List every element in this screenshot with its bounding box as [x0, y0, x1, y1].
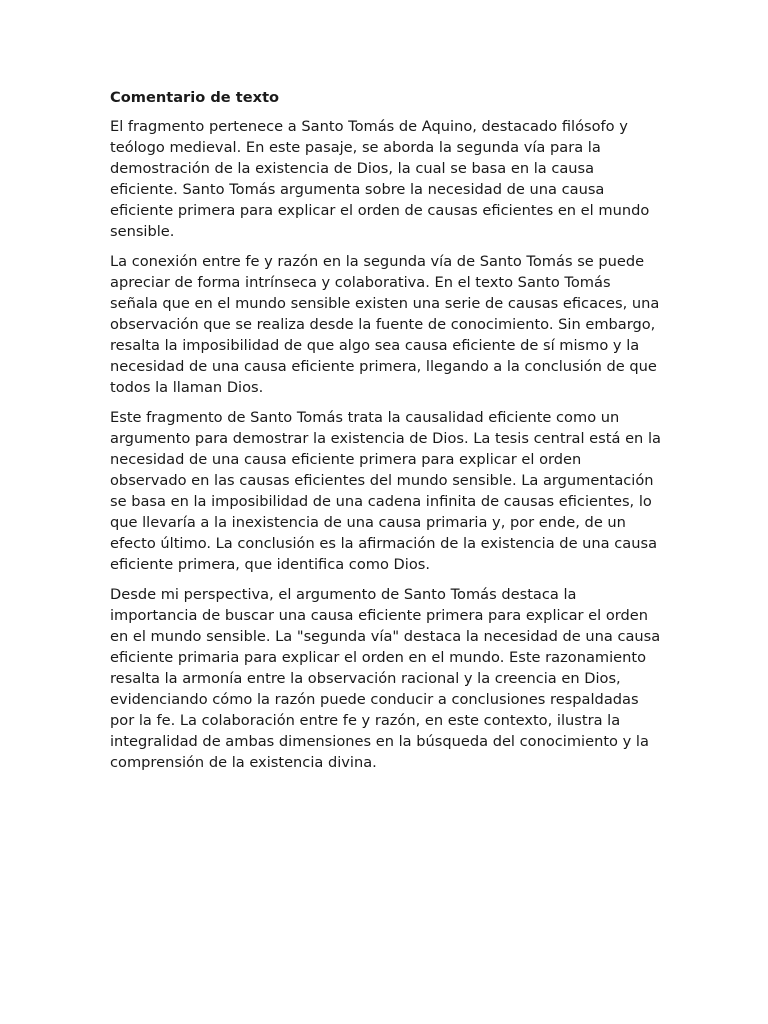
paragraph-2: La conexión entre fe y razón en la segunda vía de Santo Tomás se puede apreciar de forma intrínseca y colaborativa. En el texto Santo Tomás señala que en el mundo sensible existen una serie de causas eficaces, una observación que se realiza desde la fuente de conocimiento. Sin embargo, resalta la imposibilidad de que algo sea causa eficiente de sí mismo y la necesidad de una causa eficiente primera, llegando a la conclusión de que todos la llaman Dios.: [110, 253, 660, 396]
document-title: Comentario de texto: [110, 89, 280, 106]
paragraph-1: El fragmento pertenece a Santo Tomás de Aquino, destacado filósofo y teólogo medieval. En este pasaje, se aborda la segunda vía para la demostración de la existencia de Dios, la cual se basa en la causa eficiente. Santo Tomás argumenta sobre la necesidad de una causa eficiente primera para explicar el orden de causas eficientes en el mundo sensible.: [110, 118, 650, 240]
paragraph-4: Desde mi perspectiva, el argumento de Santo Tomás destaca la importancia de buscar una causa eficiente primera para explicar el orden en el mundo sensible. La "segunda vía" destaca la necesidad de una causa eficiente primaria para explicar el orden en el mundo. Este razonamiento resalta la armonía entre la observación racional y la creencia en Dios, evidenciando cómo la razón puede conducir a conclusiones respaldadas por la fe. La colaboración entre fe y razón, en este contexto, ilustra la integralidad de ambas dimensiones en la búsqueda del conocimiento y la comprensión de la existencia divina.: [110, 586, 661, 771]
paragraph-3: Este fragmento de Santo Tomás trata la causalidad eficiente como un argumento para demostrar la existencia de Dios. La tesis central está en la necesidad de una causa eficiente primera para explicar el orden observado en las causas eficientes del mundo sensible. La argumentación se basa en la imposibilidad de una cadena infinita de causas eficientes, lo que llevaría a la inexistencia de una causa primaria y, por ende, de un efecto último. La conclusión es la afirmación de la existencia de una causa eficiente primera, que identifica como Dios.: [110, 409, 661, 573]
document-body: [110, 87, 662, 782]
